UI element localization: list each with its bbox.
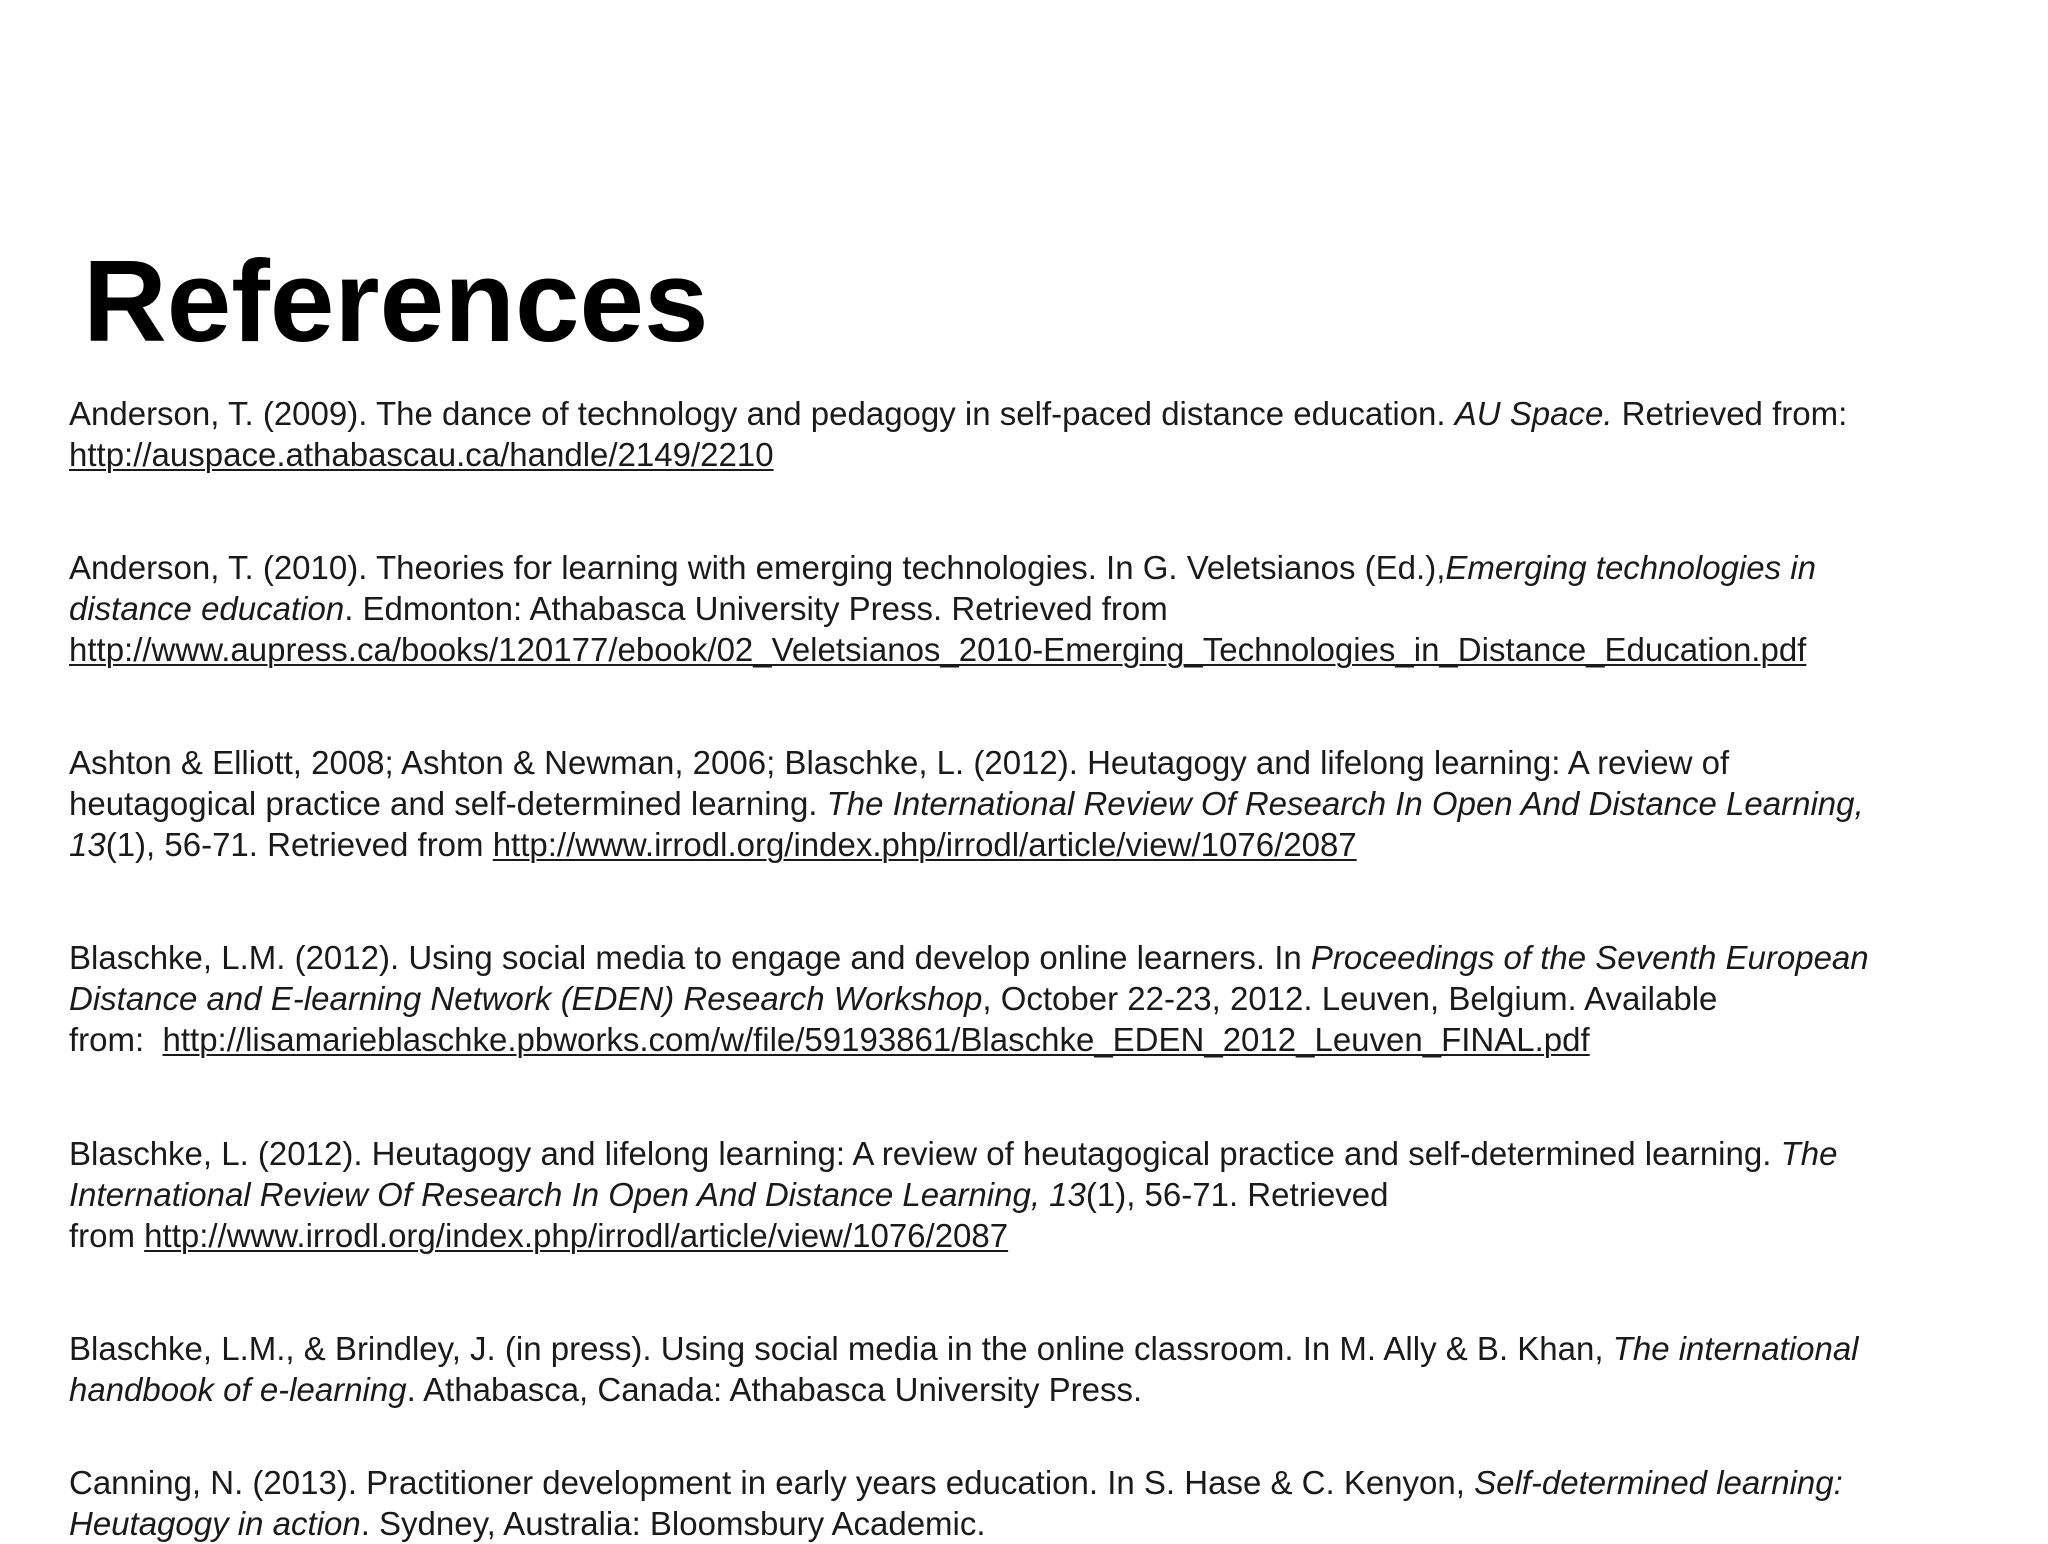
- reference-text: , October 22-23, 2012. Leuven, Belgium. Available: [982, 980, 1718, 1017]
- reference-text: Anderson, T. (2010). Theories for learning with emerging technologies. In G. Veletsianos (Ed.),: [69, 549, 1446, 586]
- reference-link[interactable]: http://www.aupress.ca/books/120177/ebook/02_Veletsianos_2010-Emerging_Technologies_in_Distance_Education.pdf: [69, 631, 1807, 668]
- reference-source: The international: [1612, 1330, 1859, 1367]
- reference-text: Anderson, T. (2009). The dance of technology and pedagogy in self-paced distance education.: [69, 395, 1455, 432]
- reference-text: . Athabasca, Canada: Athabasca University Press.: [406, 1371, 1143, 1408]
- reference-entry: [69, 1328, 2009, 1410]
- reference-text: . Edmonton: Athabasca University Press. Retrieved from: [344, 590, 1168, 627]
- reference-source: International Review Of Research In Open And Distance Learning, 13: [69, 1176, 1086, 1213]
- reference-text: Blaschke, L. (2012). Heutagogy and lifelong learning: A review of heutagogical practice and self-determined learning.: [69, 1135, 1781, 1172]
- reference-text: (1), 56-71. Retrieved from: [105, 826, 493, 863]
- page-title: References: [83, 236, 709, 366]
- reference-volume: 13: [69, 826, 106, 863]
- reference-entry: [69, 393, 2009, 475]
- reference-text: (1), 56-71. Retrieved: [1085, 1176, 1389, 1213]
- reference-text: . Sydney, Australia: Bloomsbury Academic.: [360, 1505, 986, 1542]
- reference-text: Ashton & Elliott, 2008; Ashton & Newman, 2006; Blaschke, L. (2012). Heutagogy and lifelong learning: A review of: [69, 744, 1730, 781]
- reference-text: Blaschke, L.M., & Brindley, J. (in press). Using social media in the online classroom. In M. Ally & B. Khan,: [69, 1330, 1613, 1367]
- reference-text: Canning, N. (2013). Practitioner development in early years education. In S. Hase & C. Kenyon,: [69, 1464, 1475, 1501]
- reference-link[interactable]: http://lisamarieblaschke.pbworks.com/w/file/59193861/Blaschke_EDEN_2012_Leuven_FINAL.pdf: [162, 1021, 1590, 1058]
- reference-source: handbook of e-learning: [69, 1371, 407, 1408]
- reference-text: from:: [69, 1021, 163, 1058]
- reference-text: Retrieved from:: [1612, 395, 1848, 432]
- reference-entry: [69, 1133, 2009, 1256]
- reference-source: The International Review Of Research In Open And Distance Learning,: [826, 785, 1864, 822]
- reference-text: Blaschke, L.M. (2012). Using social media to engage and develop online learners. In: [69, 939, 1311, 976]
- reference-source: Proceedings of the Seventh European: [1310, 939, 1869, 976]
- reference-text: from: [69, 1217, 145, 1254]
- reference-source: Heutagogy in action: [69, 1505, 361, 1542]
- reference-source: Self-determined learning:: [1474, 1464, 1843, 1501]
- reference-entry: [69, 547, 2009, 670]
- reference-source: Distance and E-learning Network (EDEN) Research Workshop: [69, 980, 983, 1017]
- reference-text: heutagogical practice and self-determined learning.: [69, 785, 827, 822]
- reference-link[interactable]: http://www.irrodl.org/index.php/irrodl/article/view/1076/2087: [144, 1217, 1009, 1254]
- reference-entry: [69, 1462, 2009, 1544]
- reference-source: AU Space.: [1454, 395, 1613, 432]
- reference-source: distance education: [69, 590, 345, 627]
- reference-link[interactable]: http://www.irrodl.org/index.php/irrodl/article/view/1076/2087: [492, 826, 1357, 863]
- reference-entry: [69, 742, 2009, 865]
- reference-link[interactable]: http://auspace.athabascau.ca/handle/2149/2210: [69, 436, 774, 473]
- reference-source: Emerging technologies in: [1445, 549, 1816, 586]
- reference-source: The: [1780, 1135, 1838, 1172]
- reference-entry: [69, 937, 2009, 1060]
